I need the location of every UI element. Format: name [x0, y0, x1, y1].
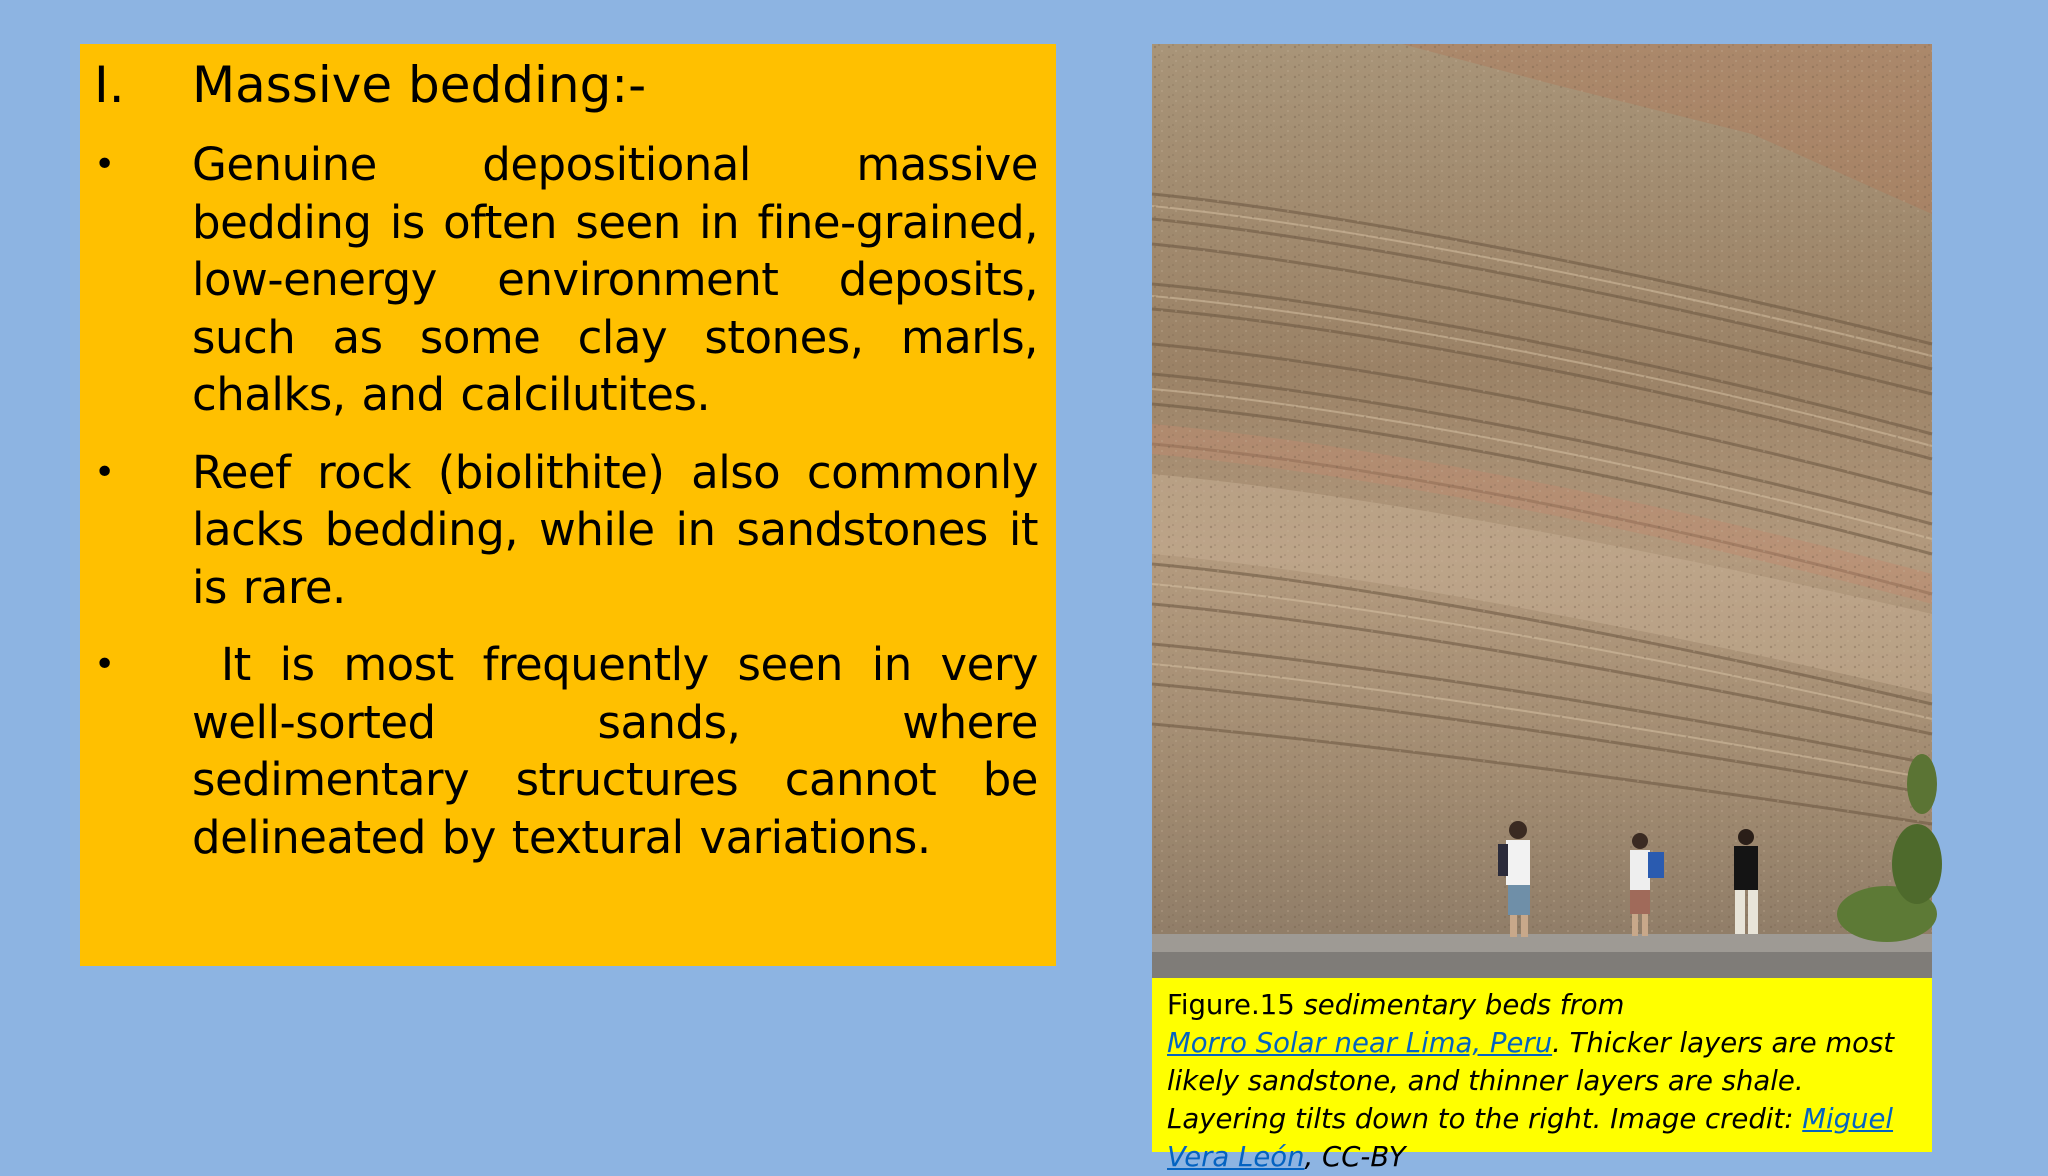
- bullet-marker: •: [94, 451, 116, 493]
- heading-number: I.: [94, 56, 125, 114]
- bullet-item: [94, 636, 1054, 866]
- rock-strata-illustration: [1152, 44, 1932, 978]
- caption-text-part1: sedimentary beds from: [1294, 989, 1625, 1021]
- bullet-marker: •: [94, 144, 116, 185]
- caption-location-link[interactable]: Morro Solar near Lima, Peru: [1167, 1027, 1553, 1059]
- bullet-text: Reef rock (biolithite) also commonly lacks bedding, while in sandstones it is rare.: [192, 445, 1038, 614]
- bullet-item: [94, 136, 1038, 424]
- heading-title: Massive bedding:-: [192, 56, 647, 114]
- bullet-text: Genuine depositional massive bedding is often seen in fine-grained, low-energy environment deposits, such as some clay stones, marls, chalks, and calcilutites.: [192, 138, 1038, 421]
- section-heading: [94, 54, 1034, 116]
- text-box: [80, 44, 1056, 966]
- bullet-text: It is most frequently seen in very well-sorted sands, where sedimentary structures cannot be delineated by textural variations.: [192, 638, 1054, 864]
- caption-text-part2: . Thicker layers are most likely sandstone, and thinner layers are shale. Layering tilts down to the right. Image credit:: [1167, 1027, 1895, 1135]
- caption-label: Figure.15: [1167, 989, 1295, 1021]
- bullet-list: [94, 136, 1054, 886]
- caption-text: [1167, 986, 1917, 1176]
- figure-caption: [1152, 978, 1932, 1173]
- caption-credit-link[interactable]: Miguel Vera León: [1167, 1103, 1894, 1173]
- caption-text-part3: , CC-BY: [1304, 1141, 1406, 1173]
- rock-outcrop-photo: [1152, 44, 1932, 978]
- bullet-marker: •: [94, 644, 116, 685]
- bullet-item: [94, 444, 1038, 617]
